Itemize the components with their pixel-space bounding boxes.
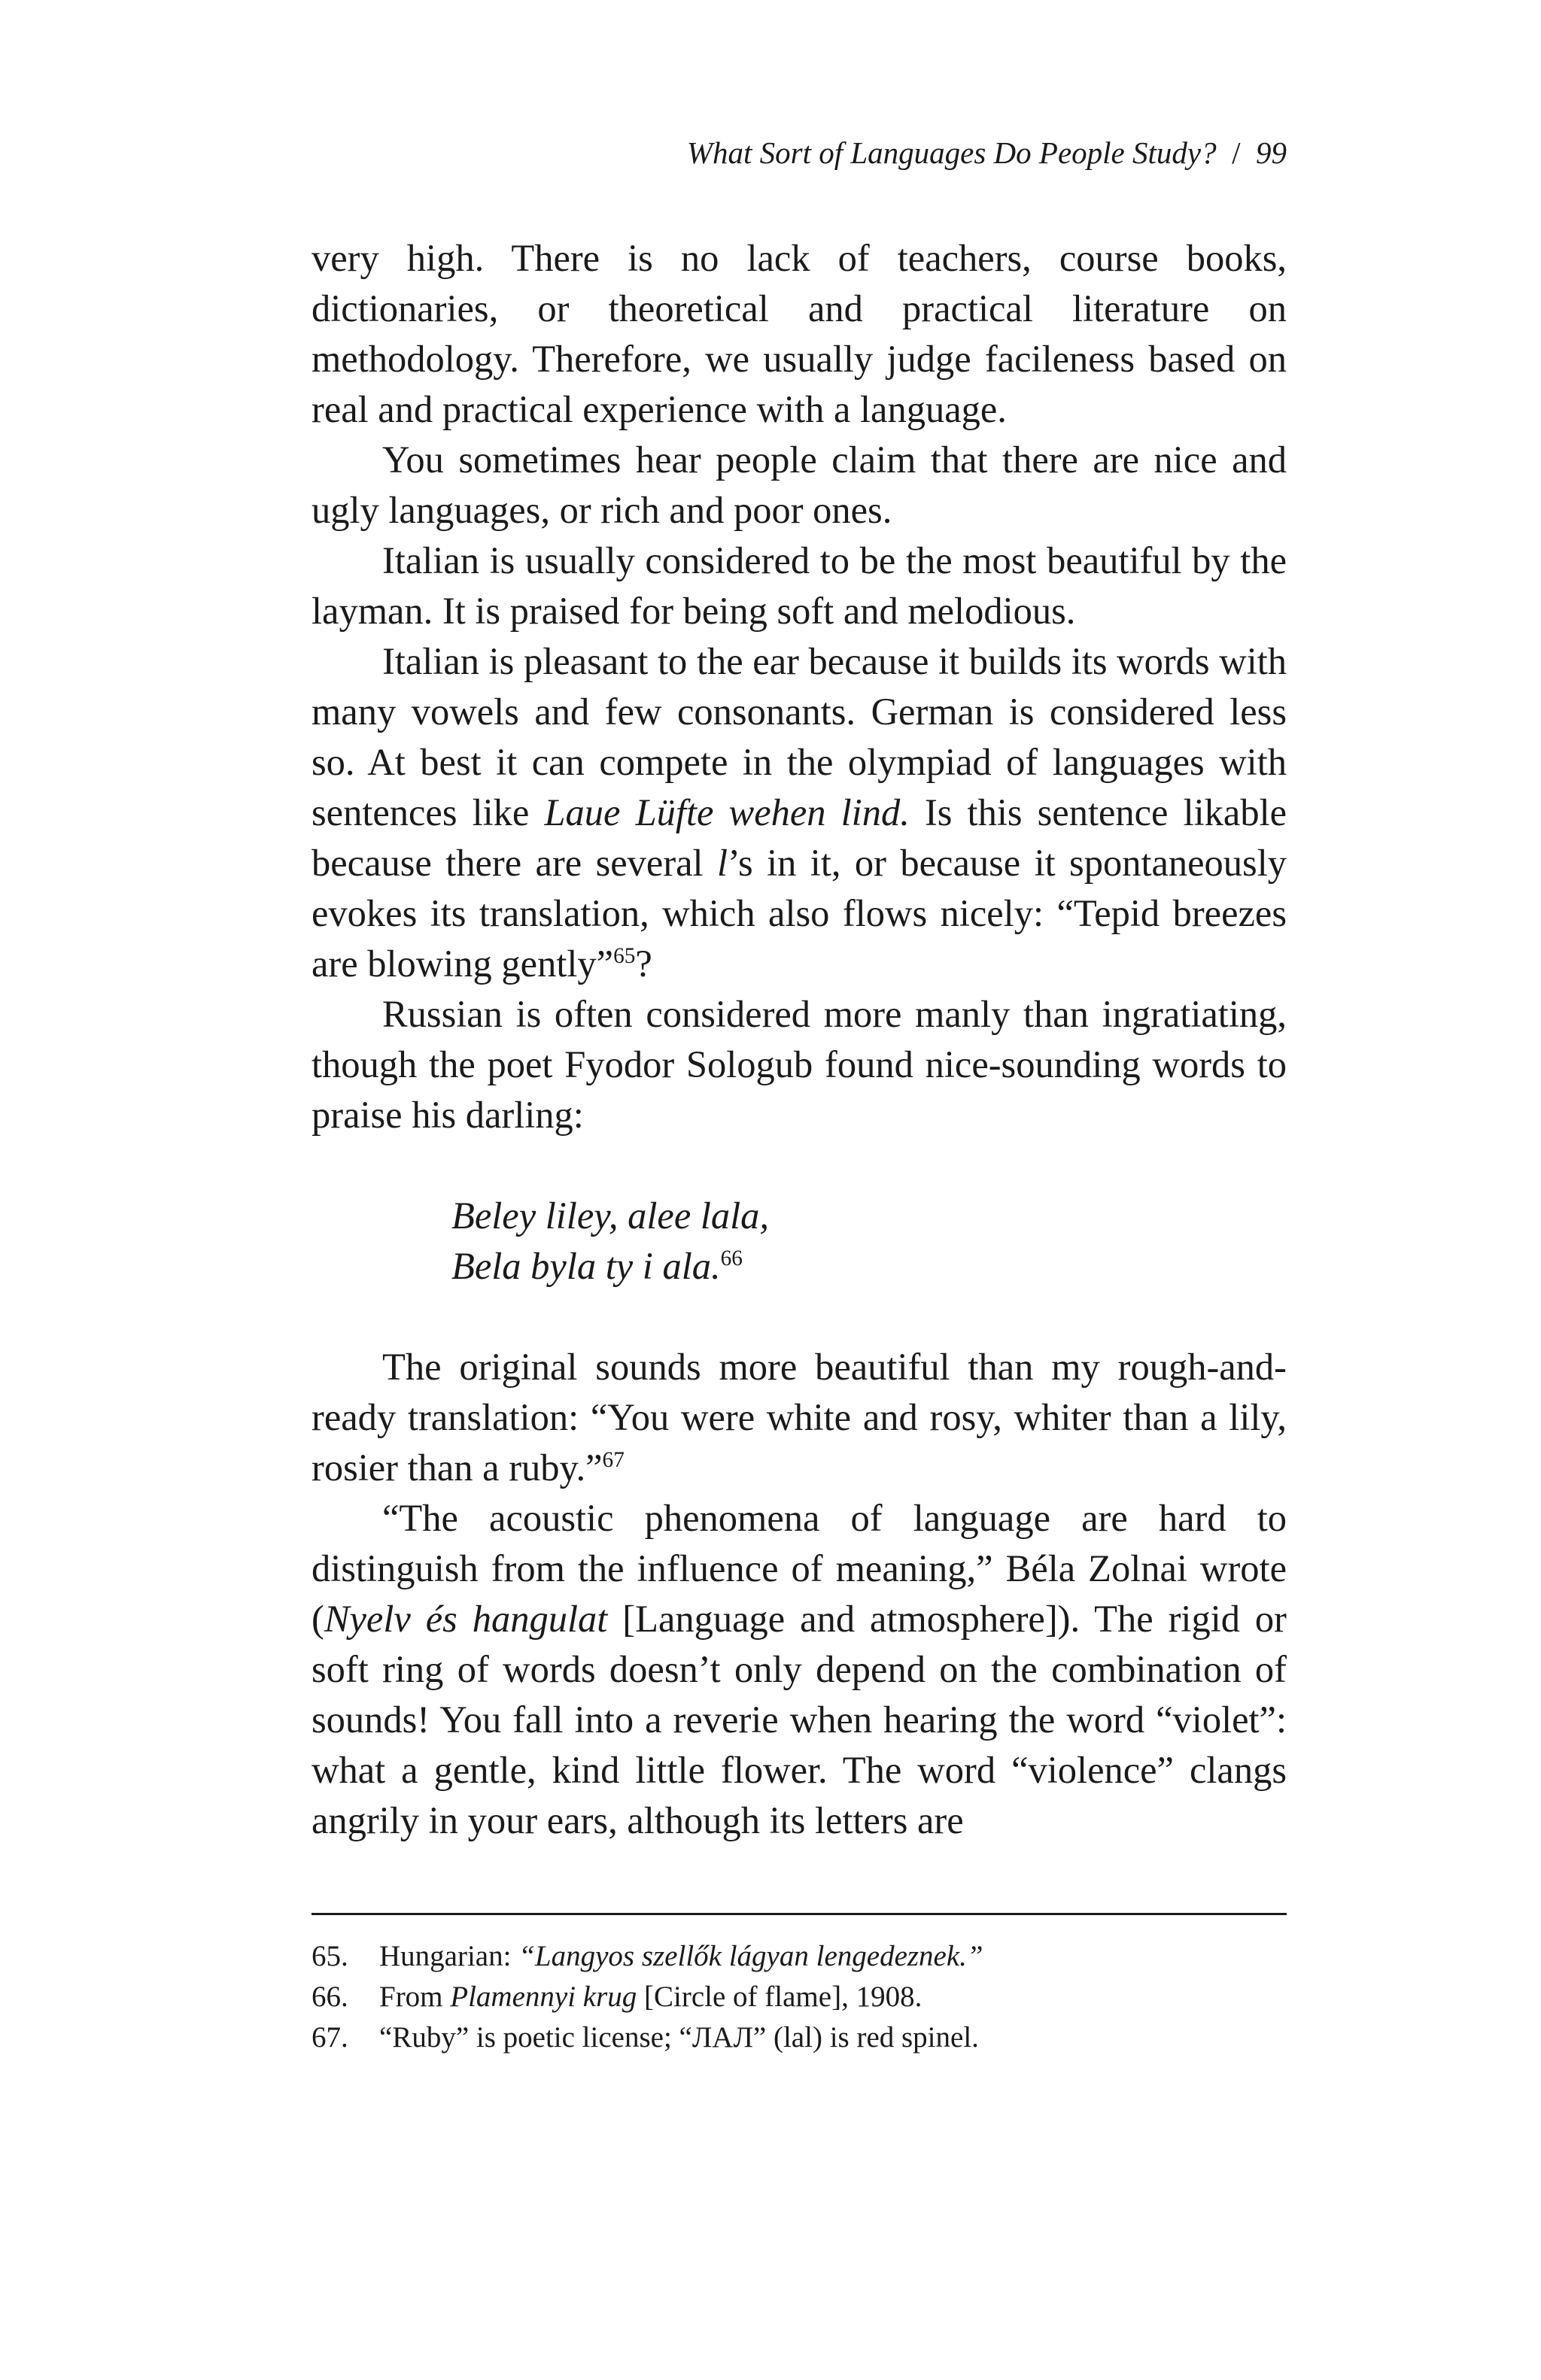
footnote-number: 65. <box>312 1940 348 1972</box>
paragraph-5: Russian is often considered more manly than ingratiating, though the poet Fyodor Sologub found nice-sounding words to praise his darling: <box>312 993 1287 1136</box>
paragraph-4 <box>312 636 1287 989</box>
verse-line-2-wrap <box>451 1241 1287 1292</box>
footnote-ref-66: 66 <box>720 1246 743 1270</box>
page-number: 99 <box>1256 135 1287 170</box>
footnote-number: 66. <box>312 1981 348 2013</box>
footnote-text: “Ruby” is poetic license; “ЛАЛ” (lal) is red spinel. <box>379 2021 979 2054</box>
footnote-66 <box>312 1977 1287 2017</box>
german-example: Laue Lüfte wehen lind. <box>544 791 910 833</box>
footnote-text: Hungarian: <box>379 1940 519 1972</box>
footnote-number: 67. <box>312 2021 348 2054</box>
running-title: What Sort of Languages Do People Study? <box>686 135 1217 170</box>
verse-line-1: Beley liley, alee lala, <box>451 1195 770 1237</box>
header-separator: / <box>1232 135 1241 170</box>
verse-line-2: Bela byla ty i ala. <box>451 1245 721 1287</box>
paragraph-6 <box>312 1342 1287 1493</box>
footnote-ref-65: 65 <box>613 943 636 968</box>
letter-l: l <box>717 842 728 884</box>
paragraph-4-text-c: Is this sentence likable because there are several <box>312 791 1287 884</box>
running-header <box>312 134 1287 172</box>
footnote-divider <box>312 1913 1287 1915</box>
paragraph-1: very high. There is no lack of teachers, course books, dictionaries, or theoretical and practical literature on methodology. Therefore, we usually judge facileness based on real and practical experience with a language. <box>312 237 1287 430</box>
footnote-text: From <box>379 1981 451 2013</box>
footnote-italic: “Langyos szellők lágyan lengedeznek.” <box>518 1940 983 1972</box>
paragraph-7 <box>312 1493 1287 1846</box>
main-text <box>312 233 1287 1846</box>
paragraph-7-text-c: [Language and atmosphere]). The rigid or soft ring of words doesn’t only depend on the combination of sounds! You fall into a reverie when hearing the word “violet”: what a gentle, kind little flower. The word “violence” clangs angrily in your ears, although its letters are <box>312 1598 1287 1841</box>
footnote-ref-67: 67 <box>602 1447 625 1472</box>
paragraph-3: Italian is usually considered to be the most beautiful by the layman. It is praised for being soft and melodious. <box>312 539 1287 632</box>
paragraph-4-text-e: ’s in it, or because it spontaneously evokes its translation, which also flows nicely: “Tepid breezes are blowing gently” <box>312 842 1287 985</box>
paragraph-4-text-f: ? <box>635 943 652 985</box>
paragraph-7-text-a: “The acoustic phenomena of language are hard to distinguish from the influence of meaning,” Béla Zolnai wrote ( <box>312 1497 1287 1640</box>
verse-quote <box>451 1191 1287 1292</box>
book-title: Nyelv és hangulat <box>324 1598 608 1640</box>
paragraph-6-text: The original sounds more beautiful than my rough-and-ready translation: “You were white and rosy, whiter than a lily, rosier than a ruby.” <box>312 1346 1287 1489</box>
footnote-65 <box>312 1936 1287 1977</box>
footnote-italic: Plamennyi krug <box>450 1981 637 2013</box>
footnote-67 <box>312 2017 1287 2058</box>
paragraph-2: You sometimes hear people claim that there are nice and ugly languages, or rich and poor ones. <box>312 439 1287 531</box>
paragraph-4-text-a: Italian is pleasant to the ear because it builds its words with many vowels and few consonants. German is considered less so. At best it can compete in the olympiad of languages with sentences like <box>312 640 1287 833</box>
footnotes <box>312 1936 1287 2058</box>
footnote-tail: [Circle of flame], 1908. <box>637 1981 922 2013</box>
